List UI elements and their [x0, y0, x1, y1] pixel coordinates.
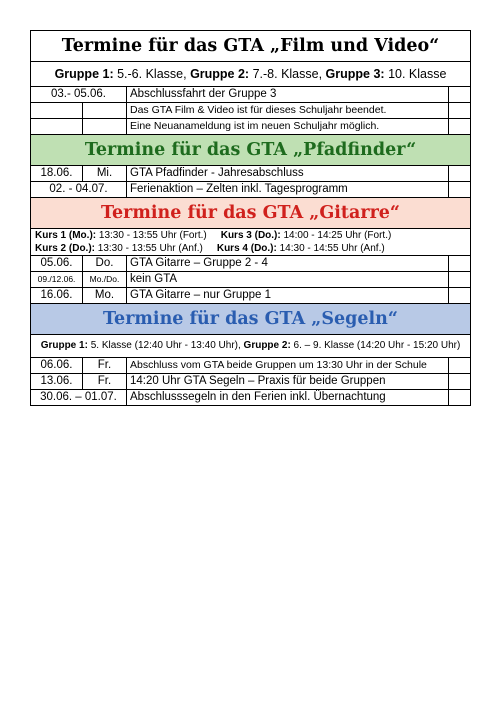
- pfad-section-title: Termine für das GTA „Pfadfinder“: [31, 135, 471, 166]
- row-date: 03.- 05.06.: [31, 87, 127, 103]
- segeln-row: [31, 358, 471, 374]
- segeln-row: [31, 390, 471, 406]
- row-day: Do.: [83, 256, 127, 272]
- row-text: GTA Gitarre – Gruppe 2 - 4: [127, 256, 449, 272]
- row-text: Abschlusssegeln in den Ferien inkl. Übernachtung: [127, 390, 449, 406]
- film-row: [31, 87, 471, 103]
- row-text: kein GTA: [127, 272, 449, 288]
- pfad-row: [31, 166, 471, 182]
- row-day: Fr.: [83, 358, 127, 374]
- row-date: 13.06.: [31, 374, 83, 390]
- row-text: Abschluss vom GTA beide Gruppen um 13:30 Uhr in der Schule: [127, 358, 449, 374]
- gitarre-kurs-line: Kurs 1 (Mo.): 13:30 - 13:55 Uhr (Fort.) Kurs 3 (Do.): 14:00 - 14:25 Uhr (Fort.): [31, 229, 471, 243]
- row-date: 18.06.: [31, 166, 83, 182]
- row-day: Mo.: [83, 288, 127, 304]
- segeln-groups-line: Gruppe 1: 5. Klasse (12:40 Uhr - 13:40 Uhr), Gruppe 2: 6. – 9. Klasse (14:20 Uhr - 15:20 Uhr): [31, 335, 471, 358]
- film-row: [31, 119, 471, 135]
- schedule-sheet: [30, 30, 470, 406]
- gitarre-section-title: Termine für das GTA „Gitarre“: [31, 198, 471, 229]
- row-day: Fr.: [83, 374, 127, 390]
- row-text: Abschlussfahrt der Gruppe 3: [127, 87, 449, 103]
- schedule-table: [30, 30, 471, 406]
- row-date: 05.06.: [31, 256, 83, 272]
- row-text: Das GTA Film & Video ist für dieses Schuljahr beendet.: [127, 103, 449, 119]
- film-groups-line: Gruppe 1: 5.-6. Klasse, Gruppe 2: 7.-8. Klasse, Gruppe 3: 10. Klasse: [31, 62, 471, 87]
- gitarre-row: [31, 256, 471, 272]
- row-text: Eine Neuanameldung ist im neuen Schuljahr möglich.: [127, 119, 449, 135]
- pfad-row: [31, 182, 471, 198]
- row-date: 02. - 04.07.: [31, 182, 127, 198]
- film-section-title: Termine für das GTA „Film und Video“: [31, 31, 471, 62]
- segeln-section-title: Termine für das GTA „Segeln“: [31, 304, 471, 335]
- row-date: 16.06.: [31, 288, 83, 304]
- row-date: 09./12.06.: [31, 272, 83, 288]
- film-row: [31, 103, 471, 119]
- row-date: 06.06.: [31, 358, 83, 374]
- segeln-row: [31, 374, 471, 390]
- row-text: Ferienaktion – Zelten inkl. Tagesprogramm: [127, 182, 449, 198]
- row-day: Mo./Do.: [83, 272, 127, 288]
- row-text: GTA Gitarre – nur Gruppe 1: [127, 288, 449, 304]
- gitarre-row: [31, 272, 471, 288]
- row-day: Mi.: [83, 166, 127, 182]
- row-text: GTA Pfadfinder - Jahresabschluss: [127, 166, 449, 182]
- gitarre-row: [31, 288, 471, 304]
- row-text: 14:20 Uhr GTA Segeln – Praxis für beide Gruppen: [127, 374, 449, 390]
- gitarre-kurs-line: Kurs 2 (Do.): 13:30 - 13:55 Uhr (Anf.) Kurs 4 (Do.): 14:30 - 14:55 Uhr (Anf.): [31, 242, 471, 256]
- row-date: 30.06. – 01.07.: [31, 390, 127, 406]
